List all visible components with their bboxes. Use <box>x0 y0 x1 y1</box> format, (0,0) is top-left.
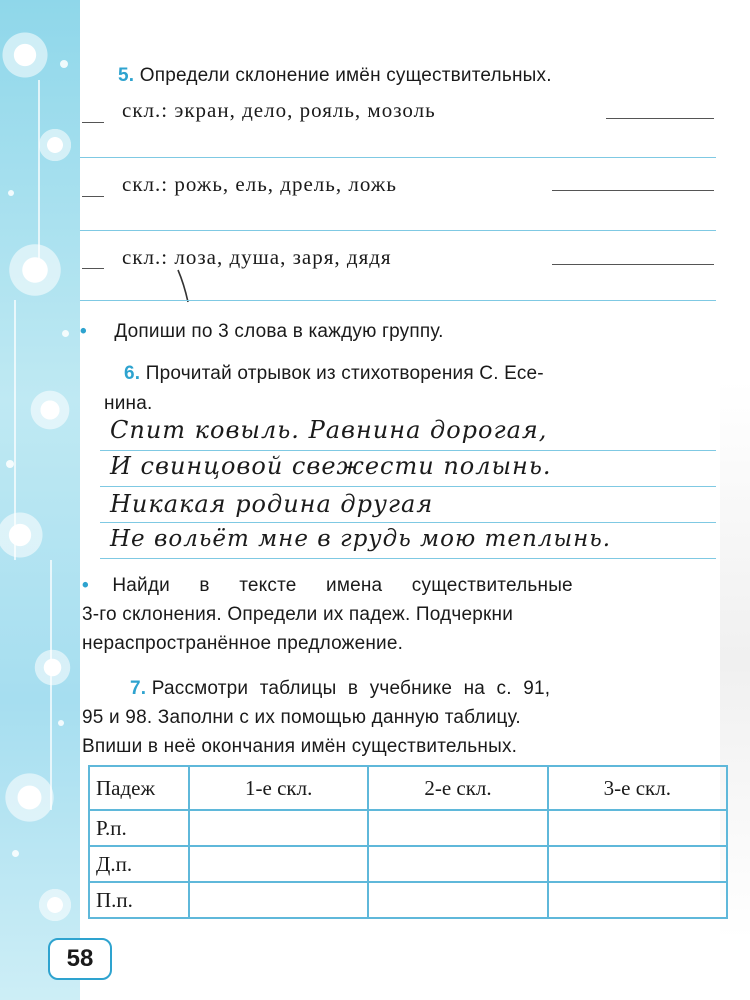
answer-blank-3[interactable] <box>82 268 104 269</box>
bullet-icon: • <box>82 575 89 596</box>
page-number: 58 <box>48 938 112 980</box>
task6-title-line2: нина. <box>104 393 153 414</box>
workbook-page <box>80 0 750 1000</box>
table-cell[interactable] <box>368 846 547 882</box>
task7-heading <box>130 675 550 703</box>
table-row <box>89 846 727 882</box>
header-decl-2: 2-е скл. <box>368 766 547 810</box>
row-label: Р.п. <box>89 810 189 846</box>
declension-table <box>88 765 728 919</box>
group-3-words: лоза, душа, заря, дядя <box>174 245 392 269</box>
poem-line-4: Не вольёт мне в грудь мою теплынь. <box>110 526 612 552</box>
task7-line3: Впиши в неё окончания имён существительных. <box>82 736 518 757</box>
table-cell[interactable] <box>548 846 727 882</box>
table-cell[interactable] <box>368 882 547 918</box>
ruled-line <box>100 522 716 523</box>
table-cell[interactable] <box>189 846 368 882</box>
table-cell[interactable] <box>548 882 727 918</box>
task5-bullet-text: Допиши по 3 слова в каждую группу. <box>114 321 444 342</box>
group-1-words: экран, дело, рояль, мозоль <box>174 98 436 122</box>
poem-line-3: Никакая родина другая <box>110 490 434 518</box>
row-label: Д.п. <box>89 846 189 882</box>
group-2 <box>122 170 397 198</box>
task6-title-line1: Прочитай отрывок из стихотворения С. Есе- <box>145 363 544 384</box>
group-1 <box>122 96 436 124</box>
task5-number: 5. <box>118 65 135 86</box>
answer-line-1[interactable] <box>606 118 714 119</box>
task6-bullet-line3: нераспространённое предложение. <box>82 633 404 654</box>
task7-line2: 95 и 98. Заполни с их помощью данную таблицу. <box>82 707 521 728</box>
table-cell[interactable] <box>368 810 547 846</box>
task5-title: Определи склонение имён существительных. <box>139 65 552 86</box>
ruled-line[interactable] <box>80 230 716 231</box>
task6-bullet <box>82 572 718 600</box>
group-2-label: скл.: <box>122 172 169 196</box>
group-1-label: скл.: <box>122 98 169 122</box>
task5-heading <box>118 62 552 90</box>
answer-blank-1[interactable] <box>82 122 104 123</box>
task7-line1: Рассмотри таблицы в учебнике на с. 91, <box>151 678 551 699</box>
table-cell[interactable] <box>189 882 368 918</box>
task6-number: 6. <box>124 363 141 384</box>
answer-line-3[interactable] <box>552 264 714 265</box>
group-3 <box>122 243 392 271</box>
ruled-line[interactable] <box>80 300 716 301</box>
bullet-icon: • <box>80 321 87 342</box>
ruled-line <box>100 450 716 451</box>
group-3-label: скл.: <box>122 245 169 269</box>
group-2-words: рожь, ель, дрель, ложь <box>174 172 397 196</box>
table-cell[interactable] <box>189 810 368 846</box>
row-label: П.п. <box>89 882 189 918</box>
header-decl-3: 3-е скл. <box>548 766 727 810</box>
task5-bullet <box>80 318 444 346</box>
ruled-line <box>100 486 716 487</box>
answer-line-2[interactable] <box>552 190 714 191</box>
task7-number: 7. <box>130 678 147 699</box>
ruled-line <box>100 558 716 559</box>
decorative-flower-border <box>0 0 80 1000</box>
task6-bullet-line2: 3-го склонения. Определи их падеж. Подчеркни <box>82 604 514 625</box>
table-header-row <box>89 766 727 810</box>
ruled-line[interactable] <box>80 157 716 158</box>
poem-line-1: Спит ковыль. Равнина дорогая, <box>110 416 548 444</box>
answer-blank-2[interactable] <box>82 196 104 197</box>
task6-heading <box>124 360 544 388</box>
table-row <box>89 810 727 846</box>
header-case: Падеж <box>89 766 189 810</box>
table-cell[interactable] <box>548 810 727 846</box>
table-row <box>89 882 727 918</box>
poem-line-2: И свинцовой свежести полынь. <box>110 452 552 480</box>
header-decl-1: 1-е скл. <box>189 766 368 810</box>
task6-bullet-line1: Найди в тексте имена существительные <box>112 575 573 596</box>
